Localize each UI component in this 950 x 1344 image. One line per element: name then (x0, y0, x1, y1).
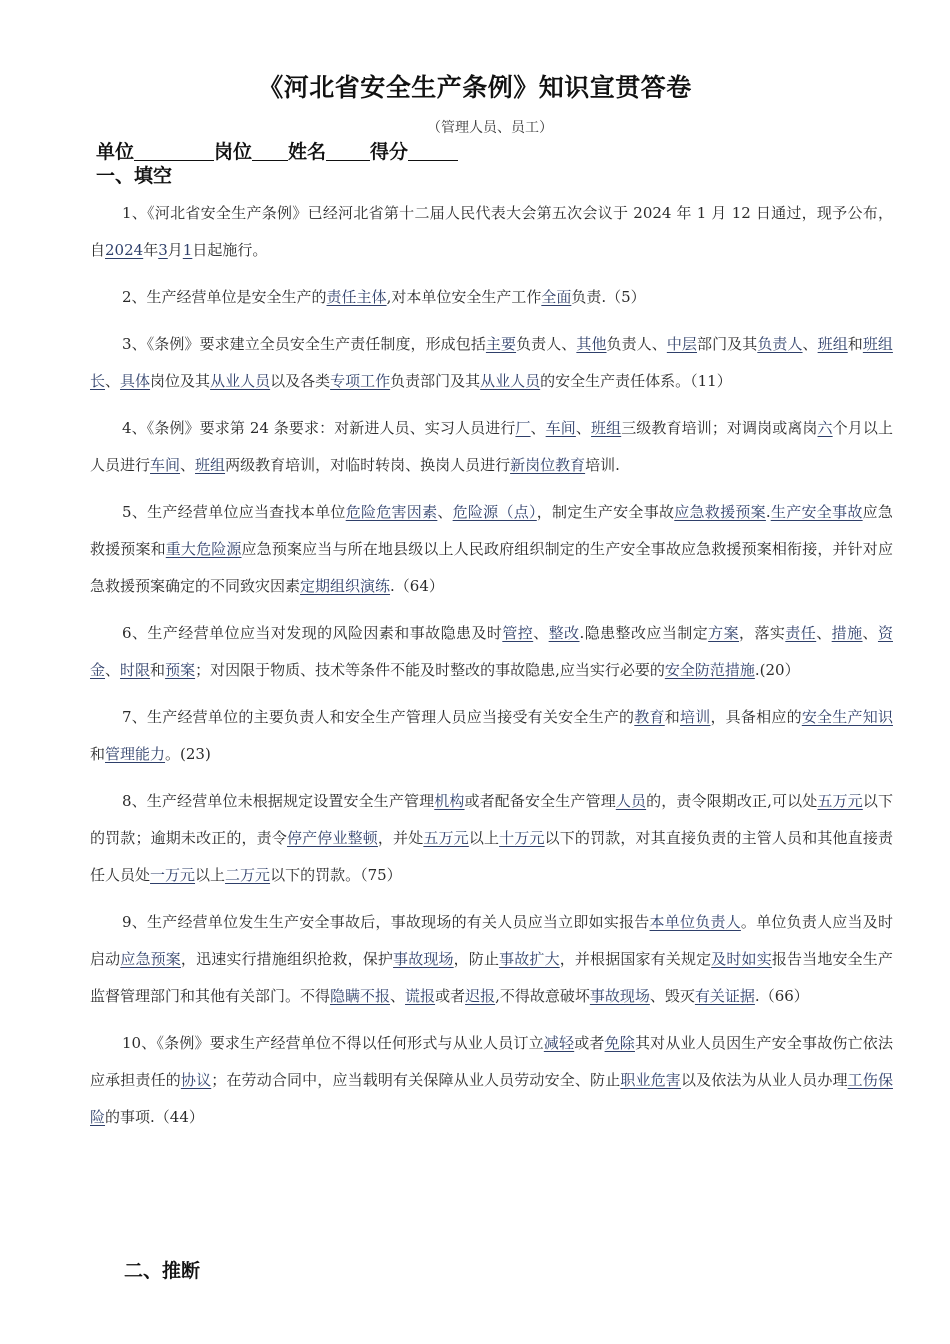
question-text: ，迅速实行措施组织抢救，保护 (180, 950, 394, 968)
answer-text: 整改 (548, 624, 580, 642)
answer-text: 教育 (634, 708, 665, 726)
answer-text: 责任主体 (326, 288, 387, 306)
answer-text: 减轻 (543, 1034, 575, 1052)
score-label: 得分 (370, 141, 409, 163)
answer-text: 中层 (666, 335, 697, 353)
answer-text: 危险危害因素 (345, 503, 438, 521)
answer-text: 资金 (90, 624, 893, 679)
question-text: 和 (847, 335, 863, 353)
question-text: 其对从业人员因生产安全事故伤亡依法应承担责任的 (90, 1034, 893, 1089)
answer-text: 主要 (485, 335, 517, 353)
question-6 (90, 615, 893, 689)
document-subtitle: （管理人员、员工） (427, 120, 553, 136)
question-text: 、 (533, 624, 549, 642)
question-text: 个月以上人员进行 (90, 419, 893, 474)
question-text: 、 (530, 419, 546, 437)
answer-text: 责任 (785, 624, 817, 642)
question-text: 以及各类 (270, 372, 331, 390)
answer-text: 谎报 (405, 987, 436, 1005)
question-text: ，防止 (453, 950, 500, 968)
answer-text: 班组 (590, 419, 622, 437)
question-text: .（64） (390, 577, 444, 595)
answer-text: 从业人员 (480, 372, 541, 390)
question-text: ，并处 (377, 829, 424, 847)
question-3 (90, 326, 893, 400)
question-text: 和 (150, 661, 166, 679)
unit-blank[interactable] (134, 140, 214, 161)
answer-text: 具体 (120, 372, 151, 390)
answer-text: 2024 (105, 241, 144, 259)
question-text: 、 (105, 372, 121, 390)
question-text: ，并根据国家有关规定 (559, 950, 712, 968)
answer-text: 危险源（点） (452, 503, 537, 521)
question-text: ,对本单位安全生产工作 (386, 288, 542, 306)
question-text: 部门及其 (697, 335, 758, 353)
answer-text: 人员 (615, 792, 647, 810)
question-text: 、 (437, 503, 453, 521)
question-text: 以上 (468, 829, 500, 847)
question-text: ,不得故意破坏 (495, 987, 590, 1005)
answer-text: 一万元 (150, 866, 196, 884)
score-blank[interactable] (408, 140, 458, 161)
question-5 (90, 494, 893, 605)
answer-text: 停产停业整顿 (286, 829, 378, 847)
answer-text: 安全生产知识 (801, 708, 893, 726)
question-4 (90, 410, 893, 484)
question-text: . (765, 503, 771, 521)
question-text: 、 (180, 456, 196, 474)
question-text: ，制定生产安全事故 (536, 503, 675, 521)
answer-text: 措施 (831, 624, 863, 642)
answer-text: 3 (158, 241, 168, 259)
question-text: 以及依法为从业人员办理 (680, 1071, 848, 1089)
question-text: 1、《河北省安全生产条例》已经河北省第十二届人民代表大会第五次会议于 2024 年 1 月 12 日通过，现予公布，自 (90, 204, 893, 259)
name-label: 姓名 (288, 141, 327, 163)
answer-text: 厂 (515, 419, 531, 437)
answer-text: 预案 (165, 661, 196, 679)
question-text: 、毁灭 (649, 987, 695, 1005)
question-text: 以下的罚款。（75） (270, 866, 402, 884)
answer-text: 十万元 (499, 829, 545, 847)
question-text: ，落实 (739, 624, 786, 642)
question-text: 报告当地安全生产监督管理部门和其他有关部门。不得 (90, 950, 893, 1005)
question-text: 、 (802, 335, 818, 353)
question-text: 负责.（5） (571, 288, 646, 306)
answer-text: 免除 (604, 1034, 635, 1052)
answer-text: 五万元 (817, 792, 863, 810)
answer-text: 隐瞒不报 (330, 987, 391, 1005)
section-judgement-title: 二、推断 (124, 1260, 201, 1282)
question-text: 培训. (585, 456, 620, 474)
question-text: 或者 (435, 987, 466, 1005)
question-text: 、 (105, 661, 121, 679)
question-text: 5、生产经营单位应当查找本单位 (122, 503, 346, 521)
answer-text: 定期组织演练 (300, 577, 391, 595)
question-text: 的安全生产责任体系。（11） (540, 372, 732, 390)
answer-text: 方案 (708, 624, 740, 642)
answer-text: 及时如实 (711, 950, 772, 968)
questions-list (90, 195, 893, 1146)
answer-text: 1 (182, 241, 193, 259)
answer-text: 管理能力 (105, 745, 166, 763)
question-text: 、 (390, 987, 406, 1005)
answer-text: 六 (817, 419, 833, 437)
unit-label: 单位 (96, 141, 135, 163)
respondent-info-row (96, 137, 458, 164)
answer-text: 协议 (180, 1071, 212, 1089)
question-text: 负责人、 (606, 335, 667, 353)
answer-text: 本单位负责人 (649, 913, 741, 931)
answer-text: 机构 (434, 792, 465, 810)
question-text: ；对因限于物质、技术等条件不能及时整改的事故隐患,应当实行必要的 (195, 661, 665, 679)
position-blank[interactable] (252, 140, 288, 161)
question-text: 、 (862, 624, 878, 642)
question-1 (90, 195, 893, 269)
answer-text: 新岗位教育 (510, 456, 586, 474)
answer-text: 事故扩大 (499, 950, 560, 968)
answer-text: 从业人员 (210, 372, 271, 390)
answer-text: 负责人 (757, 335, 803, 353)
answer-text: 班组 (195, 456, 226, 474)
question-text: 负责部门及其 (390, 372, 481, 390)
question-text: 4、《条例》要求第 24 条要求：对新进人员、实习人员进行 (122, 419, 516, 437)
question-text: 或者 (574, 1034, 605, 1052)
question-text: 6、生产经营单位应当对发现的风险因素和事故隐患及时 (122, 624, 503, 642)
section-fill-in-title: 一、填空 (96, 165, 173, 187)
answer-text: 班组 (817, 335, 848, 353)
answer-text: 全面 (541, 288, 572, 306)
answer-text: 事故现场 (393, 950, 454, 968)
answer-text: 其他 (576, 335, 607, 353)
answer-text: 培训 (679, 708, 711, 726)
question-text: 月 (167, 241, 183, 259)
answer-text: 车间 (545, 419, 576, 437)
question-8 (90, 783, 893, 894)
question-text: 或者配备安全生产管理 (464, 792, 616, 810)
answer-text: 职业危害 (620, 1071, 681, 1089)
answer-text: 迟报 (465, 987, 496, 1005)
name-blank[interactable] (326, 140, 370, 161)
question-text: ；在劳动合同中，应当载明有关保障从业人员劳动安全、防止 (211, 1071, 621, 1089)
question-text: 、 (575, 419, 591, 437)
answer-text: 事故现场 (589, 987, 650, 1005)
answer-text: 时限 (120, 661, 151, 679)
answer-text: 安全防范措施 (664, 661, 755, 679)
question-text: 的事项.（44） (105, 1108, 204, 1126)
answer-text: 应急预案 (120, 950, 181, 968)
question-text: 以上 (195, 866, 226, 884)
answer-text: 生产安全事故 (770, 503, 863, 521)
answer-text: 应急救援预案 (674, 503, 766, 521)
answer-text: 有关证据 (694, 987, 755, 1005)
answer-text: 车间 (150, 456, 181, 474)
question-text: 两级教育培训，对临时转岗、换岗人员进行 (225, 456, 511, 474)
question-text: 10、《条例》要求生产经营单位不得以任何形式与从业人员订立 (122, 1034, 544, 1052)
question-text: .(20） (754, 661, 800, 679)
answer-text: 专项工作 (330, 372, 391, 390)
position-label: 岗位 (214, 141, 253, 163)
question-text: 年 (143, 241, 159, 259)
question-text: .（66） (754, 987, 809, 1005)
answer-text: 管控 (502, 624, 534, 642)
question-10 (90, 1025, 893, 1136)
document-title: 《河北省安全生产条例》知识宣贯答卷 (258, 73, 692, 102)
question-text: 和 (90, 745, 106, 763)
question-text: 3、《条例》要求建立全员安全生产责任制度，形成包括 (122, 335, 486, 353)
question-text: 。单位负责人应当及时启动 (90, 913, 893, 968)
question-text: 三级教育培训；对调岗或离岗 (621, 419, 818, 437)
question-9 (90, 904, 893, 1015)
question-7 (90, 699, 893, 773)
question-text: 应急预案应当与所在地县级以上人民政府组织制定的生产安全事故应急救援预案相衔接，并针对应急救援预案确定的不同致灾因素 (90, 540, 893, 595)
question-text: 、 (816, 624, 832, 642)
answer-text: 重大危险源 (165, 540, 242, 558)
question-2 (90, 279, 893, 316)
question-text: ，具备相应的 (710, 708, 802, 726)
question-text: .隐患整改应当制定 (579, 624, 709, 642)
question-text: 的，责令限期改正,可以处 (646, 792, 818, 810)
question-text: 8、生产经营单位未根据规定设置安全生产管理 (122, 792, 435, 810)
question-text: 岗位及其 (150, 372, 211, 390)
answer-text: 班组长 (90, 335, 893, 390)
question-text: 7、生产经营单位的主要负责人和安全生产管理人员应当接受有关安全生产的 (122, 708, 635, 726)
question-text: 负责人、 (516, 335, 577, 353)
question-text: 日起施行。 (192, 241, 268, 259)
question-text: 以下的罚款，对其直接负责的主管人员和其他直接责任人员处 (90, 829, 893, 884)
question-text: 应急救援预案和 (90, 503, 893, 558)
answer-text: 五万元 (423, 829, 469, 847)
question-text: 以下的罚款；逾期未改正的，责令 (90, 792, 893, 847)
question-text: 9、生产经营单位发生生产安全事故后，事故现场的有关人员应当立即如实报告 (122, 913, 650, 931)
question-text: 2、生产经营单位是安全生产的 (122, 288, 327, 306)
question-text: 和 (664, 708, 680, 726)
answer-text: 二万元 (225, 866, 271, 884)
question-text: 。(23) (165, 745, 211, 763)
answer-text: 工伤保险 (90, 1071, 893, 1126)
